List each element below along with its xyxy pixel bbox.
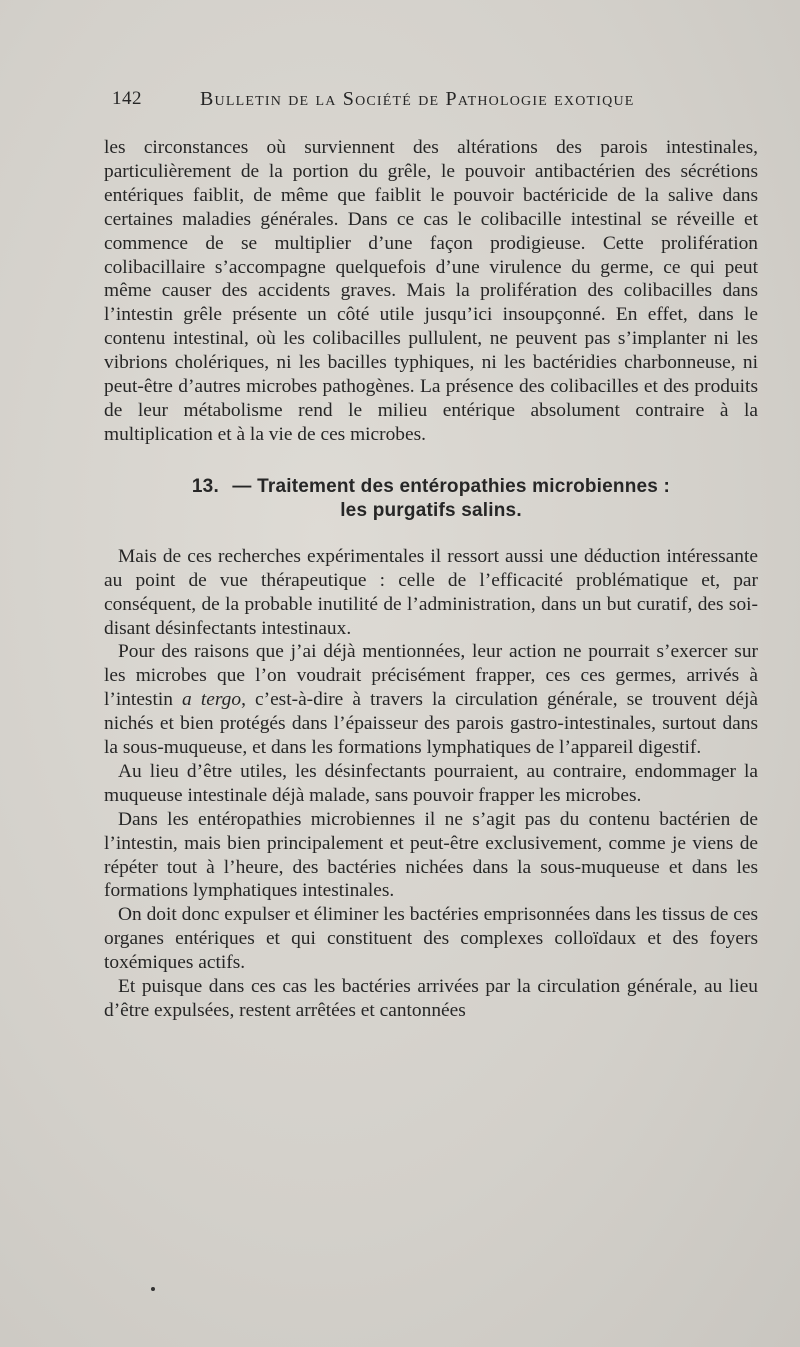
page-number: 142	[112, 88, 142, 109]
section-number: 13.	[191, 475, 219, 497]
body-text	[104, 136, 758, 1023]
paragraph-2-italic: a tergo	[182, 689, 242, 711]
paragraph-6: Et puisque dans ces cas les bactéries arrivées par la circulation générale, au lieu d’être expulsées, restent arrêtées et cantonnées	[104, 976, 758, 1021]
paragraph-5: On doit donc expulser et éliminer les bactéries emprisonnées dans les tissus de ces organes entériques et qui constituent des complexes colloïdaux et des foyers toxémiques actifs.	[104, 904, 758, 974]
ink-speck	[151, 1287, 155, 1291]
paragraph-2-text-a: Pour des raisons que j’ai déjà mentionnées, leur action ne pourrait s’exercer sur les microbes que l’on voudrait précisément frapper, ces ces germes, arrivés à l’intestin	[104, 641, 758, 711]
paragraph-1: Mais de ces recherches expérimentales il ressort aussi une déduction intéressante au point de vue thérapeutique : celle de l’efficacité problématique et, par conséquent, de la probable inutilité de l’administration, dans un but curatif, des soi-disant désinfectants intestinaux.	[104, 545, 758, 639]
section-heading-line-1	[104, 475, 758, 499]
paragraph-2	[104, 640, 758, 760]
paragraph-3: Au lieu d’être utiles, les désinfectants pourraient, au contraire, endommager la muqueuse intestinale déjà malade, sans pouvoir frapper les microbes.	[104, 760, 758, 806]
section-heading	[104, 475, 758, 523]
journal-title: Bulletin de la Société de Pathologie exotique	[200, 88, 635, 110]
paragraph-4: Dans les entéropathies microbiennes il ne s’agit pas du contenu bactérien de l’intestin, mais bien principalement et peut-être exclusivement, comme je viens de répéter tout à l’heure, des bactéries nichées dans la sous-muqueuse et dans les formations lymphatiques intestinales.	[104, 808, 758, 902]
paragraph-continued: les circonstances où surviennent des altérations des parois intestinales, particulièrement de la portion du grêle, le pouvoir antibactérien des sécrétions entériques faiblit, de même que faiblit le pouvoir bactéricide de la salive dans certaines maladies générales. Dans ce cas le colibacille intestinal se réveille et commence de se multiplier d’une façon prodigieuse. Cette prolifération colibacillaire s’accompagne quelquefois d’une virulence du germe, ce qui peut même causer des accidents graves. Mais la prolifération des colibacilles dans l’intestin grêle présente un côté utile jusqu’ici insoupçonné. En effet, dans le contenu intestinal, où les colibacilles pullulent, ne peuvent pas s’implanter ni les vibrions cholériques, ni les bacilles typhiques, ni les bactéridies charbonneuse, ni peut-être d’autres microbes pathogènes. La présence des colibacilles et des produits de leur métabolisme rend le milieu entérique absolument contraire à la multiplication et à la vie de ces microbes.	[104, 137, 758, 445]
section-dash: —	[232, 475, 252, 497]
section-title-line-2: les purgatifs salins.	[340, 499, 522, 521]
running-header	[112, 88, 712, 118]
paragraph-2-text-b: , c’est-à-dire à travers la circulation générale, se trouvent déjà nichés et bien protégés dans l’épaisseur des parois gastro-intestinales, surtout dans la sous-muqueuse, et dans les formations lymphatiques de l’appareil digestif.	[104, 689, 758, 759]
section-title-line-1: Traitement des entéropathies microbiennes :	[257, 475, 671, 497]
